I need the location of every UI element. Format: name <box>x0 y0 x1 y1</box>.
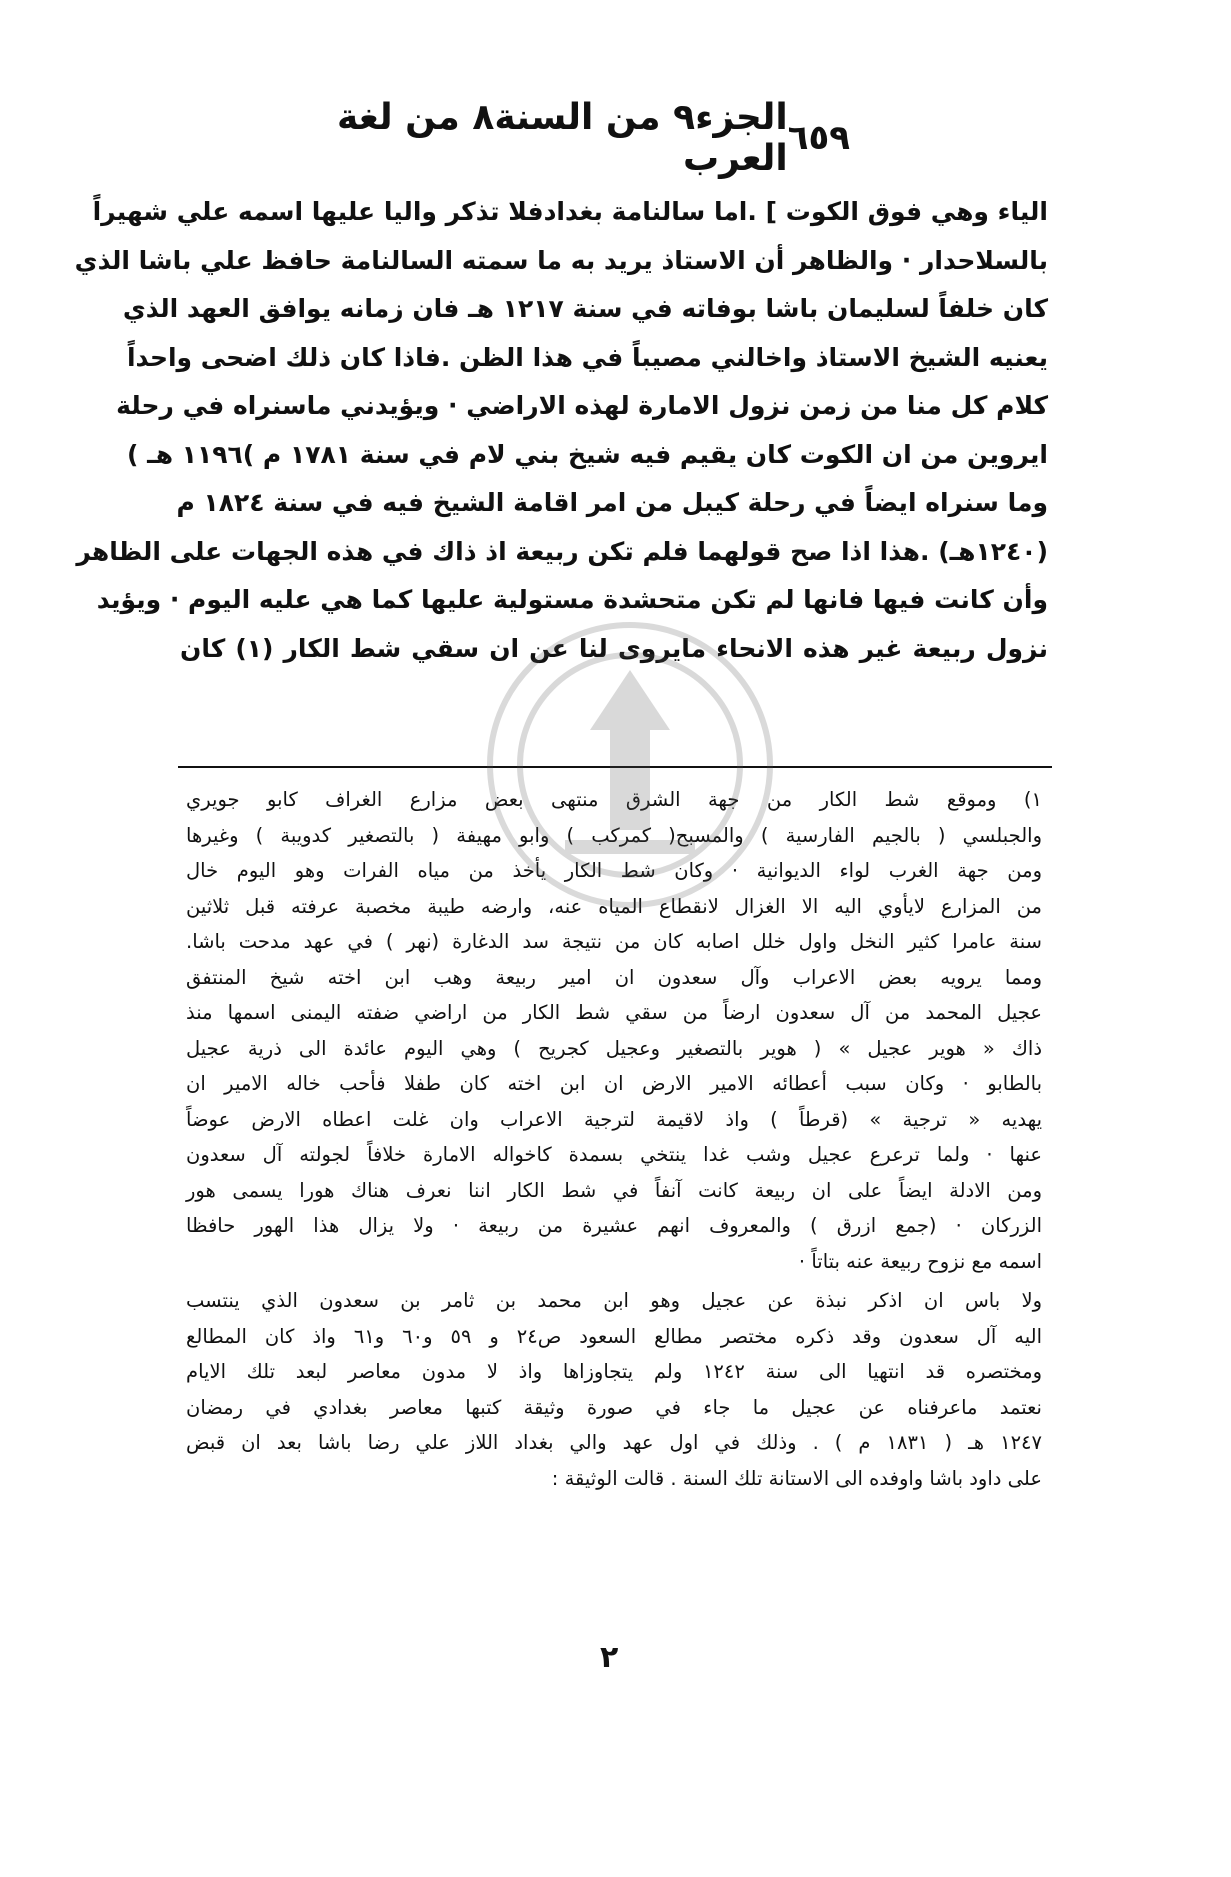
footnote-line: بالطابو · وكان سبب أعطائه الامير الارض ان ابن اخته كان طفلا فأحب خاله الامير ان <box>186 1072 1042 1095</box>
main-text-line: وما سنراه ايضاً في رحلة كيبل من امر اقامة الشيخ فيه في سنة ١٨٢٤ م <box>176 488 1048 517</box>
body-text-line: ١٢٤٧ هـ ( ١٨٣١ م ) . وذلك في اول عهد والي بغداد اللاز علي رضا باشا بعد ان قبض <box>186 1431 1042 1454</box>
footnote-line: ومن الادلة ايضاً على ان ربيعة كانت آنفاً في شط الكار اننا نعرف هناك هورا يسمى هور <box>186 1178 1042 1202</box>
footnote-section <box>186 782 1042 1496</box>
main-text-line: كلام كل منا من زمن نزول الامارة لهذه الاراضي · ويؤيدني ماسنراه في رحلة <box>116 391 1048 420</box>
main-text-line: (١٢٤٠هـ) .هذا اذا صح قولهما فلم تكن ربيعة اذ ذاك في هذه الجهات على الظاهر <box>76 536 1048 566</box>
footnote-line: من المزارع لايأوي اليه الا الغزال لانقطاع المياه عنه، وارضه طيبة مخصبة عرفته قبل ثلاثين <box>186 894 1042 918</box>
footnote-line: ذاك « هوير عجيل » ( هوير بالتصغير وعجيل كجريح ) وهي اليوم عائدة الى ذرية عجيل <box>186 1036 1042 1060</box>
body-text-line: ومختصره قد انتهيا الى سنة ١٢٤٢ ولم يتجاوزاها واذ لا مدون معاصر لبعد تلك الايام <box>186 1360 1043 1383</box>
main-text <box>74 188 1048 673</box>
main-text-line: وأن كانت فيها فانها لم تكن متحشدة مستولية عليها كما هي عليه اليوم · ويؤيد <box>96 585 1048 614</box>
footnote-line: والجبلسي ( بالجيم الفارسية ) والمسبح( كمركب ) وابو مهيفة ( بالتصغير كدويبة ) وغيرها <box>186 823 1042 847</box>
body-text-line: نعتمد ماعرفناه عن عجيل ما جاء في صورة وثيقة كتبها معاصر بغدادي في رمضان <box>186 1395 1042 1419</box>
signature-mark: ٢ <box>600 1640 619 1675</box>
running-title: الجزء٩ من السنة٨ من لغة العرب <box>336 97 788 179</box>
footnote-line: يهديه « ترجية » (قرطاً ) واذ لاقيمة لترجية الاعراب وان غلت اعطاه الارض عوضاً <box>186 1107 1042 1131</box>
running-header <box>230 97 850 179</box>
footnote-line: ومما يرويه بعض الاعراب وآل سعدون ان امير ربيعة وهب ابن اخته شيخ المنتفق <box>186 965 1042 989</box>
main-text-line: كان خلفاً لسليمان باشا بوفاته في سنة ١٢١٧ هـ فان زمانه يوافق العهد الذي <box>122 294 1048 323</box>
main-text-line: يعنيه الشيخ الاستاذ واخالني مصيباً في هذا الظن .فاذا كان ذلك اضحى واحداً <box>126 342 1048 372</box>
footnote-line: الزركان · (جمع ازرق ) والمعروف انهم عشيرة من ربيعة · ولا يزال هذا الهور حافظا <box>186 1214 1042 1237</box>
body-text-line: على داود باشا واوفده الى الاستانة تلك السنة . قالت الوثيقة : <box>551 1466 1042 1490</box>
page-number: ٦٥٩ <box>787 118 850 158</box>
body-text-line: ولا باس ان اذكر نبذة عن عجيل وهو ابن محمد بن ثامر بن سعدون الذي ينتسب <box>186 1289 1042 1312</box>
footnote-line: عنها · ولما ترعرع عجيل وشب غدا ينتخي بسمدة كاخواله الامارة خلافاً لجولته آل سعدون <box>186 1143 1042 1166</box>
footnote-line: ١) وموقع شط الكار من جهة الشرق منتهى بعض مزارع الغراف كابو جويري <box>186 788 1042 811</box>
main-text-line: ايروين من ان الكوت كان يقيم فيه شيخ بني لام في سنة ١٧٨١ م )١١٩٦ هـ ) <box>127 439 1048 469</box>
main-text-line: بالسلاحدار · والظاهر أن الاستاذ يريد به ما سمته السالنامة حافظ علي باشا الذي <box>74 245 1048 275</box>
footnote-separator <box>178 766 1052 768</box>
footnote-line: عجيل المحمد من آل سعدون ارضاً من سقي شط الكار من اراضي ضفته اليمنى اسمها منذ <box>186 1001 1042 1024</box>
footnote-line: سنة عامرا كثير النخل واول خلل اصابه كان من نتيجة سد الدغارة (نهر ) في عهد مدحت باشا. <box>186 930 1042 953</box>
main-text-line: الياء وهي فوق الكوت ] .اما سالنامة بغدادفلا تذكر واليا عليها اسمه علي شهيراً <box>92 197 1048 226</box>
footnote-line: اسمه مع نزوح ربيعة عنه بتاتاً · <box>798 1249 1042 1273</box>
main-text-line: نزول ربيعة غير هذه الانحاء مايروى لنا عن ان سقي شط الكار (١) كان <box>180 633 1048 663</box>
body-text-line: اليه آل سعدون وقد ذكره مختصر مطالع السعود ص٢٤ و ٥٩ و٦٠ و٦١ واذ كان المطالع <box>186 1324 1042 1348</box>
footnote-line: ومن جهة الغرب لواء الديوانية · وكان شط الكار يأخذ من مياه الفرات وهو اليوم خال <box>186 859 1042 882</box>
